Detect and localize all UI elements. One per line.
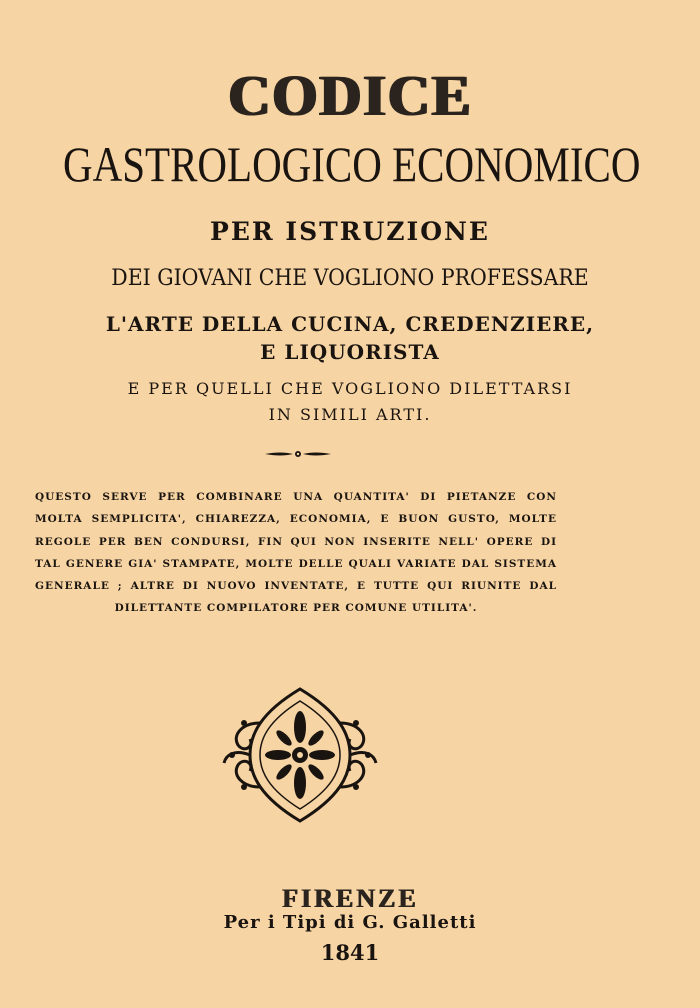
subtitle-dilettarsi: E PER QUELLI CHE VOGLIONO DILETTARSI: [127, 379, 573, 398]
subtitle-arte-cucina: L'ARTE DELLA CUCINA, CREDENZIERE,: [105, 312, 595, 336]
title-gastrologico-economico: GASTROLOGICO ECONOMICO: [63, 136, 641, 192]
subtitle-giovani: DEI GIOVANI CHE VOGLIONO PROFESSARE: [111, 266, 589, 291]
floral-vignette-icon: [220, 683, 380, 828]
title-codice: CODICE: [227, 63, 473, 128]
imprint-year: 1841: [320, 940, 380, 965]
subtitle-per-istruzione: PER ISTRUZIONE: [210, 217, 490, 246]
imprint-printer: Per i Tipi di G. Galletti: [223, 912, 477, 933]
subtitle-simili-arti: IN SIMILI ARTI.: [268, 405, 432, 424]
rule-ornament-icon: [263, 448, 333, 460]
imprint-place: FIRENZE: [281, 884, 419, 913]
description-paragraph: QUESTO SERVE PER COMBINARE UNA QUANTITA' DI PIETANZE CON MOLTA SEMPLICITA', CHIAREZZA, ECONOMIA, E BUON GUSTO, MOLTE REGOLE PER BEN CONDURSI, FIN QUI NON INSERITE NELL' OPERE DI TAL GENERE GIA' STAMPATE, MOLTE DELLE QUALI VARIATE DAL SISTEMA GENERALE ; ALTRE DI NUOVO INVENTATE, E TUTTE QUI RIUNITE DAL DILETTANTE COMPILATORE PER COMUNE UTILITA'.: [35, 491, 557, 615]
subtitle-liquorista: E LIQUORISTA: [260, 340, 440, 364]
